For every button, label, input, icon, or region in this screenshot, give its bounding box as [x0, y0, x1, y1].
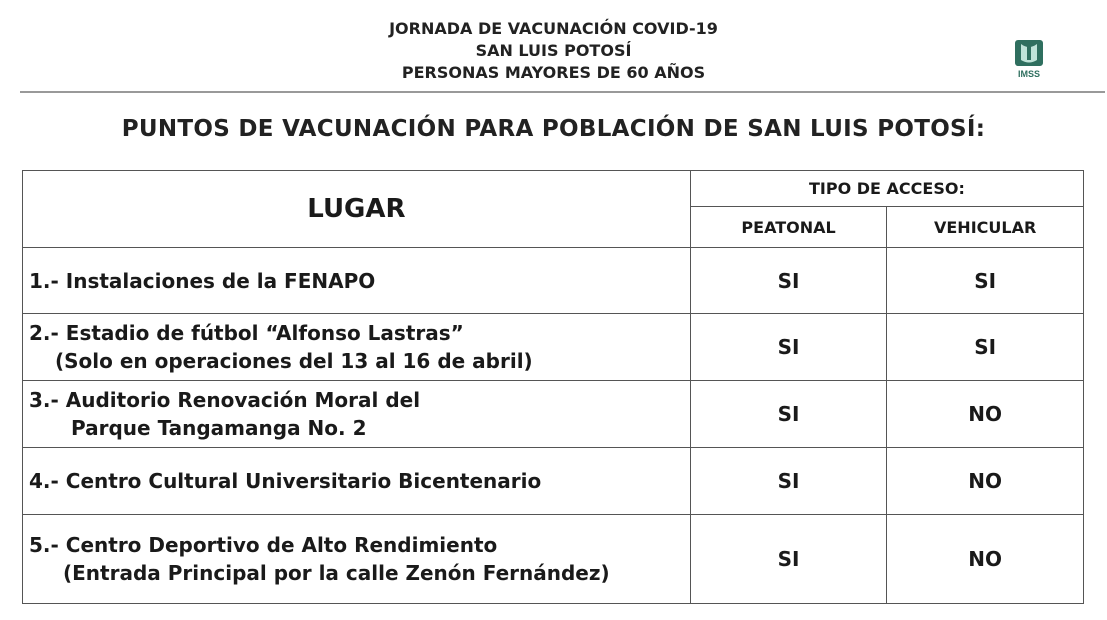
- place-name: 1.- Instalaciones de la FENAPO: [29, 268, 376, 293]
- peatonal-value: SI: [690, 515, 886, 604]
- peatonal-value: SI: [690, 314, 886, 381]
- column-lugar: LUGAR: [23, 171, 691, 248]
- vehicular-value: NO: [887, 381, 1084, 448]
- place-note: (Entrada Principal por la calle Zenón Fernández): [63, 561, 610, 585]
- peatonal-value: SI: [690, 381, 886, 448]
- column-vehicular: VEHICULAR: [887, 207, 1084, 248]
- peatonal-value: SI: [690, 248, 886, 314]
- vehicular-value: NO: [887, 515, 1084, 604]
- table-row: [23, 448, 1084, 515]
- vaccination-points-table: [22, 170, 1084, 604]
- vehicular-value: SI: [887, 248, 1084, 314]
- table-row: [23, 248, 1084, 314]
- vehicular-value: NO: [887, 448, 1084, 515]
- column-tipo-acceso: TIPO DE ACCESO:: [690, 171, 1083, 207]
- place-name: 2.- Estadio de fútbol “Alfonso Lastras”: [29, 321, 464, 345]
- header-divider: [20, 91, 1105, 93]
- header-line: PERSONAS MAYORES DE 60 AÑOS: [401, 63, 706, 82]
- imss-logo-icon: [1013, 38, 1045, 80]
- place-name: 4.- Centro Cultural Universitario Bicentenario: [29, 469, 542, 493]
- place-name: 3.- Auditorio Renovación Moral del: [29, 388, 421, 412]
- table-row: [23, 515, 1084, 604]
- header-line: JORNADA DE VACUNACIÓN COVID-19: [389, 19, 718, 38]
- svg-text:IMSS: IMSS: [1017, 69, 1041, 79]
- place-note: (Solo en operaciones del 13 al 16 de abril): [55, 349, 533, 373]
- document-header: [0, 18, 1107, 84]
- header-line: SAN LUIS POTOSÍ: [475, 41, 632, 60]
- table-row: [23, 381, 1084, 448]
- page-title: PUNTOS DE VACUNACIÓN PARA POBLACIÓN DE SAN LUIS POTOSÍ:: [121, 116, 986, 142]
- column-peatonal: PEATONAL: [690, 207, 886, 248]
- peatonal-value: SI: [690, 448, 886, 515]
- place-name: 5.- Centro Deportivo de Alto Rendimiento: [29, 533, 498, 557]
- vehicular-value: SI: [887, 314, 1084, 381]
- place-note: Parque Tangamanga No. 2: [71, 416, 367, 440]
- table-row: [23, 314, 1084, 381]
